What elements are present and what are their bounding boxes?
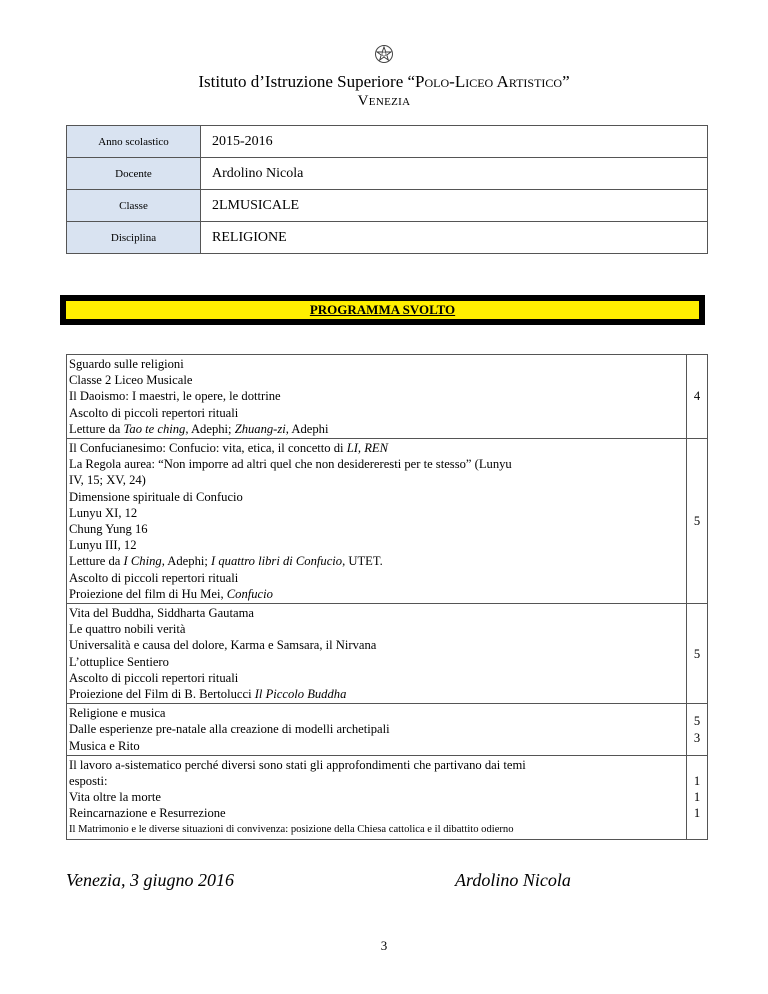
section-topics bbox=[67, 355, 687, 439]
topic-text: Dalle esperienze pre-natale alla creazione di modelli archetipali bbox=[69, 722, 390, 737]
topic-line bbox=[69, 805, 684, 821]
topic-text: Ascolto di piccoli repertori rituali bbox=[69, 405, 239, 420]
page-number: 3 bbox=[380, 938, 388, 953]
program-section bbox=[67, 704, 708, 756]
topic-text: Sguardo sulle religioni bbox=[69, 357, 184, 371]
topic-line bbox=[69, 489, 684, 505]
topic-line bbox=[69, 721, 684, 737]
topic-text: Dimensione spirituale di Confucio bbox=[69, 489, 243, 504]
info-label: Docente bbox=[67, 158, 201, 190]
topic-line bbox=[69, 705, 684, 721]
topic-line bbox=[69, 421, 684, 437]
hours-value: 3 bbox=[693, 730, 701, 745]
topic-line bbox=[69, 570, 684, 586]
topic-line bbox=[69, 637, 684, 653]
topic-text: Il Confucianesimo: Confucio: vita, etica, il concetto di bbox=[69, 441, 347, 456]
topic-line bbox=[69, 686, 684, 702]
topic-line bbox=[69, 789, 684, 805]
topic-line bbox=[69, 670, 684, 686]
program-section bbox=[67, 355, 708, 439]
topic-text: LI, REN bbox=[346, 441, 388, 456]
hours-value: 5 bbox=[693, 714, 701, 729]
topic-text: , Adephi; bbox=[161, 554, 212, 569]
section-hours bbox=[687, 604, 708, 704]
topic-text: Tao te ching bbox=[123, 421, 186, 436]
hours-value: 1 bbox=[693, 790, 701, 805]
topic-line bbox=[69, 773, 684, 789]
hours-value: 5 bbox=[693, 646, 701, 661]
info-row-docente bbox=[67, 158, 708, 190]
topic-text: Vita del Buddha, Siddharta Gautama bbox=[69, 606, 254, 621]
title-prefix: Istituto d’Istruzione Superiore “ bbox=[198, 72, 416, 91]
topic-line bbox=[69, 372, 684, 388]
info-value: 2015-2016 bbox=[201, 126, 708, 158]
topic-line bbox=[69, 356, 684, 372]
info-row-classe bbox=[67, 190, 708, 222]
topic-text: La Regola aurea: “Non imporre ad altri quel che non desidereresti per te stesso” (Lunyu bbox=[69, 457, 512, 472]
topic-line bbox=[69, 757, 684, 773]
title-polo: Polo bbox=[415, 72, 450, 91]
teacher-signature: Ardolino Nicola bbox=[455, 870, 571, 890]
section-hours bbox=[687, 355, 708, 439]
topic-text: esposti: bbox=[69, 774, 108, 789]
program-section bbox=[67, 439, 708, 604]
topic-text: , UTET. bbox=[342, 554, 383, 569]
program-section bbox=[67, 755, 708, 839]
topic-line bbox=[69, 388, 684, 404]
topic-text: Il Piccolo Buddha bbox=[254, 687, 347, 702]
topic-text: Il Matrimonio e le diverse situazioni di convivenza: posizione della Chiesa cattolica e il dibattito odierno bbox=[69, 823, 514, 835]
topic-line bbox=[69, 822, 684, 838]
program-title-banner bbox=[60, 295, 705, 325]
program-section bbox=[67, 604, 708, 704]
topic-text: I quattro libri di Confucio bbox=[211, 554, 343, 569]
topic-text: Il Daoismo: I maestri, le opere, le dottrine bbox=[69, 389, 281, 404]
topic-text: Il lavoro a-sistematico perché diversi sono stati gli approfondimenti che partivano dai temi bbox=[69, 757, 526, 772]
section-topics bbox=[67, 604, 687, 704]
topic-line bbox=[69, 521, 684, 537]
hours-value: 1 bbox=[693, 774, 701, 789]
info-value: RELIGIONE bbox=[201, 222, 708, 254]
info-label: Anno scolastico bbox=[67, 126, 201, 158]
info-row-anno bbox=[67, 126, 708, 158]
topic-line bbox=[69, 654, 684, 670]
topic-text: Reincarnazione e Resurrezione bbox=[69, 806, 226, 821]
section-topics bbox=[67, 755, 687, 839]
topic-text: , Adephi bbox=[285, 421, 329, 436]
topic-text: Zhuang-zi bbox=[234, 421, 286, 436]
program-table bbox=[66, 354, 708, 840]
topic-text: IV, 15; XV, 24) bbox=[69, 473, 146, 488]
topic-text: Classe 2 Liceo Musicale bbox=[69, 373, 193, 388]
topic-line bbox=[69, 405, 684, 421]
topic-text: Lunyu III, 12 bbox=[69, 538, 137, 553]
topic-text: Letture da bbox=[69, 421, 124, 436]
topic-line bbox=[69, 586, 684, 602]
school-title bbox=[0, 72, 768, 92]
topic-line bbox=[69, 621, 684, 637]
topic-text: Musica e Rito bbox=[69, 738, 140, 753]
topic-text: Religione e musica bbox=[69, 706, 166, 721]
section-hours bbox=[687, 439, 708, 604]
hours-value: 4 bbox=[693, 389, 701, 404]
section-topics bbox=[67, 704, 687, 756]
topic-text: Le quattro nobili verità bbox=[69, 622, 186, 637]
section-topics bbox=[67, 439, 687, 604]
topic-text: Ascolto di piccoli repertori rituali bbox=[69, 670, 239, 685]
info-label: Disciplina bbox=[67, 222, 201, 254]
hours-value: 1 bbox=[693, 806, 701, 821]
topic-text: Proiezione del film di Hu Mei, bbox=[69, 586, 227, 601]
topic-line bbox=[69, 472, 684, 488]
section-hours bbox=[687, 704, 708, 756]
info-value: Ardolino Nicola bbox=[201, 158, 708, 190]
title-dash: - bbox=[449, 72, 455, 91]
topic-line bbox=[69, 537, 684, 553]
topic-text: Confucio bbox=[226, 586, 273, 601]
title-liceo-artistico: Liceo Artistico bbox=[454, 72, 563, 91]
info-table bbox=[66, 125, 708, 254]
topic-text: I Ching bbox=[123, 554, 162, 569]
section-hours bbox=[687, 755, 708, 839]
topic-line bbox=[69, 440, 684, 456]
topic-text: L’ottuplice Sentiero bbox=[69, 654, 169, 669]
title-suffix: ” bbox=[562, 72, 570, 91]
topic-text: Letture da bbox=[69, 554, 124, 569]
italian-republic-emblem-icon bbox=[374, 44, 394, 64]
place-date: Venezia, 3 giugno 2016 bbox=[66, 870, 234, 890]
info-label: Classe bbox=[67, 190, 201, 222]
topic-line bbox=[69, 505, 684, 521]
hours-value: 5 bbox=[693, 513, 701, 528]
info-value: 2LMUSICALE bbox=[201, 190, 708, 222]
topic-text: Ascolto di piccoli repertori rituali bbox=[69, 570, 239, 585]
school-city: Venezia bbox=[357, 93, 411, 109]
topic-line bbox=[69, 738, 684, 754]
topic-line bbox=[69, 456, 684, 472]
topic-text: , Adephi; bbox=[185, 421, 235, 436]
topic-line bbox=[69, 605, 684, 621]
topic-text: Vita oltre la morte bbox=[69, 790, 161, 805]
topic-text: Chung Yung 16 bbox=[69, 522, 148, 537]
info-row-disciplina bbox=[67, 222, 708, 254]
topic-line bbox=[69, 553, 684, 569]
program-title: PROGRAMMA SVOLTO bbox=[65, 300, 700, 320]
topic-text: Lunyu XI, 12 bbox=[69, 505, 138, 520]
topic-text: Proiezione del Film di B. Bertolucci bbox=[69, 687, 255, 702]
topic-text: Universalità e causa del dolore, Karma e Samsara, il Nirvana bbox=[69, 638, 377, 653]
